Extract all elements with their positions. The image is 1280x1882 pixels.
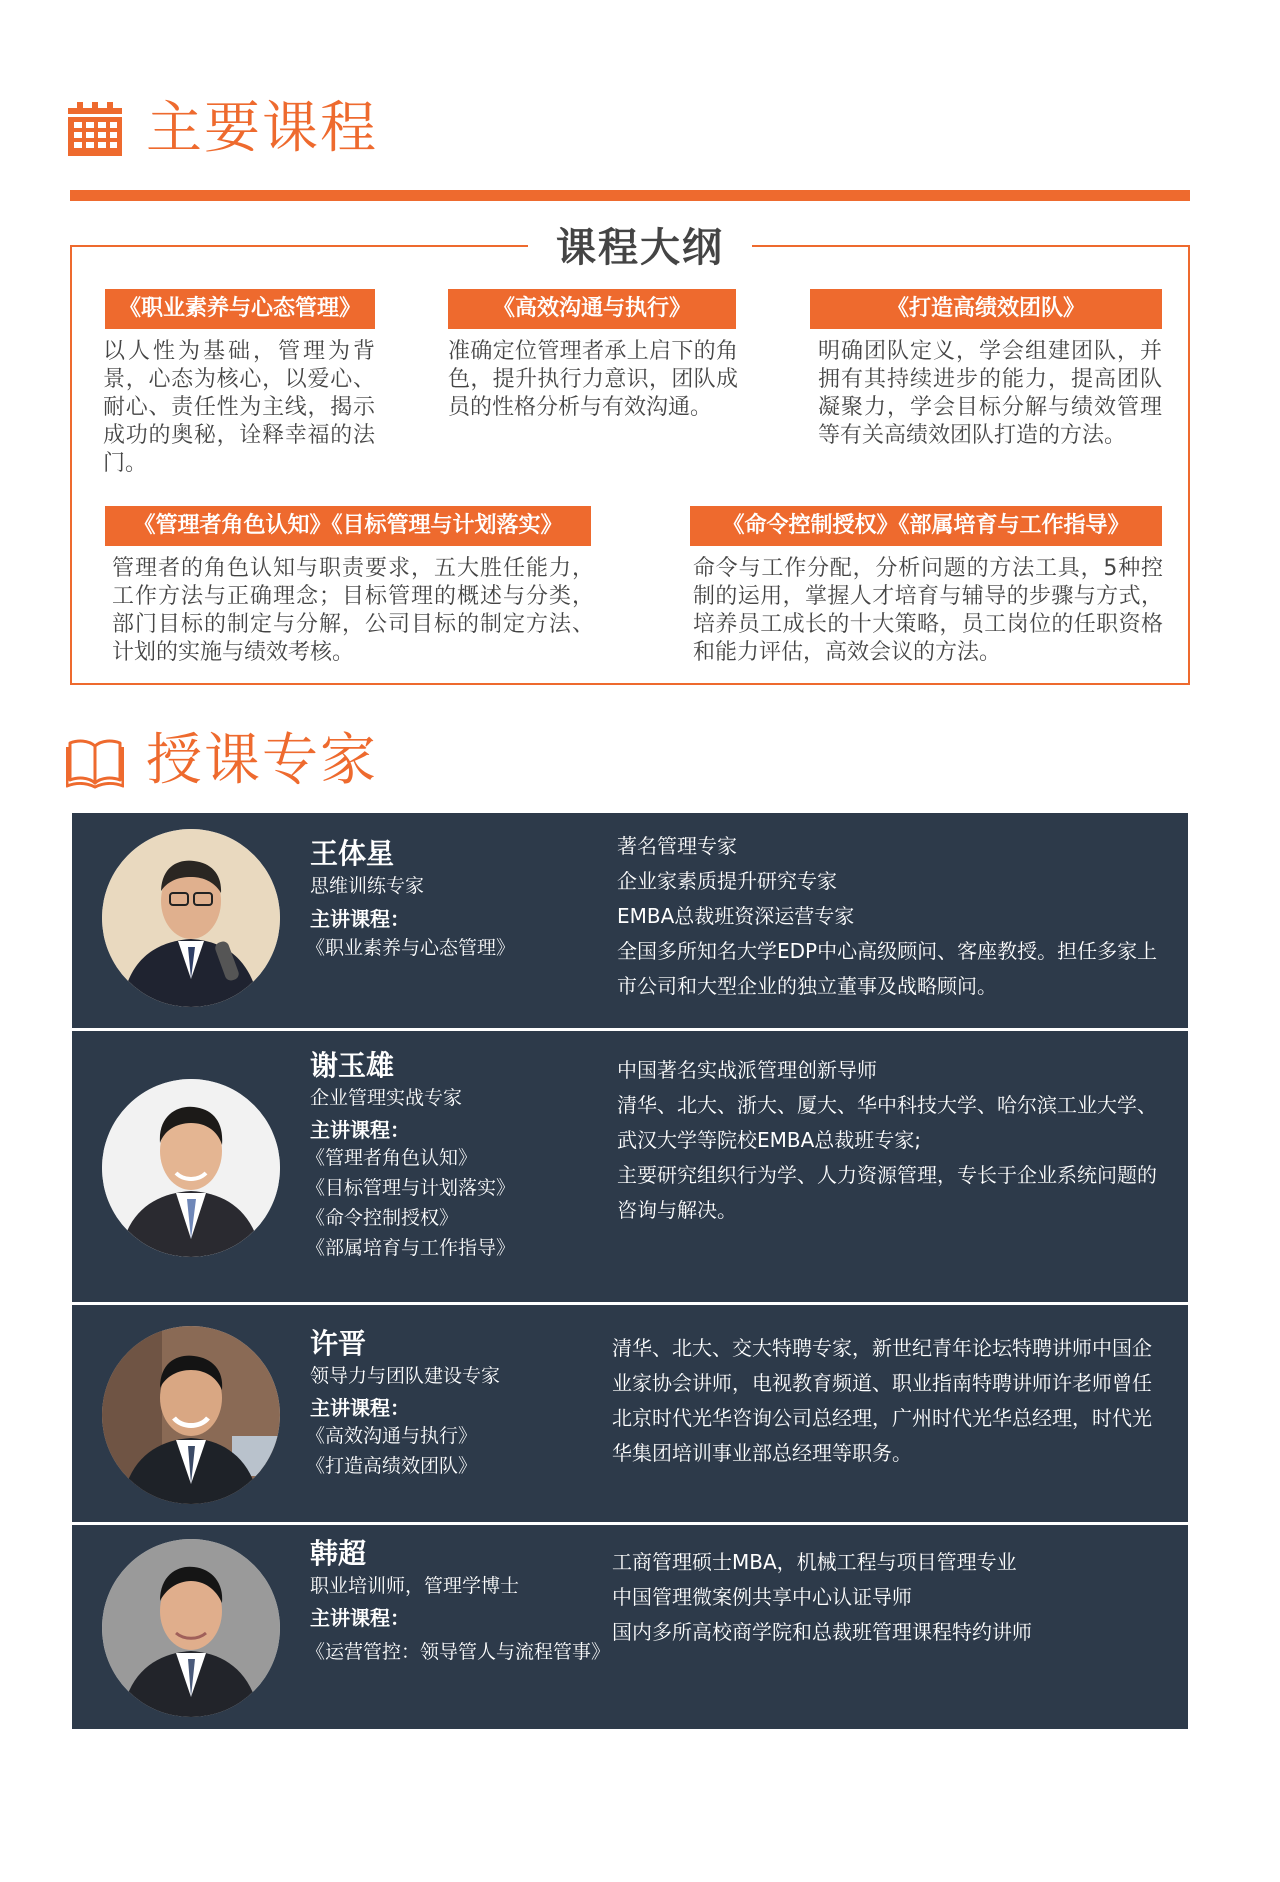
expert-bio xyxy=(617,829,1167,1004)
course-item: 《职业素养与心态管理》 xyxy=(306,937,516,959)
expert-name: 许晋 xyxy=(310,1327,367,1360)
bio-line: 清华、北大、浙大、厦大、华中科技大学、哈尔滨工业大学、 xyxy=(617,1093,1157,1117)
bio-line: EMBA总裁班资深运营专家 xyxy=(617,904,855,928)
course-desc-4: 管理者的角色认知与职责要求，五大胜任能力，工作方法与正确理念；目标管理的概述与分类，部门目标的制定与分解，公司目标的制定方法、计划的实施与绩效考核。 xyxy=(112,556,594,665)
open-book-icon xyxy=(66,732,124,790)
expert-role: 企业管理实战专家 xyxy=(310,1087,463,1109)
course-tag-5: 《命令控制授权》《部属培育与工作指导》 xyxy=(690,506,1162,546)
bio-line: 企业家素质提升研究专家 xyxy=(617,869,837,893)
course-desc-2: 准确定位管理者承上启下的角色，提升执行力意识，团队成员的性格分析与有效沟通。 xyxy=(448,339,738,420)
course-item: 《目标管理与计划落实》 xyxy=(306,1177,516,1199)
portrait-icon xyxy=(102,1326,280,1504)
expert-bio xyxy=(612,1545,1162,1650)
course-item: 《部属培育与工作指导》 xyxy=(306,1237,516,1259)
expert-role: 职业培训师，管理学博士 xyxy=(310,1575,520,1597)
portrait-icon xyxy=(102,1539,280,1717)
bio-line: 清华、北大、交大特聘专家，新世纪青年论坛特聘讲师中国企业家协会讲师，电视教育频道、职业指南特聘讲师许老师曾任北京时代光华咨询公司总经理，广州时代光华总经理，时代光华集团培训事业部总经理等职务。 xyxy=(612,1336,1152,1465)
expert-list xyxy=(72,813,1188,1729)
course-tag-3: 《打造高绩效团队》 xyxy=(810,289,1162,329)
expert-bio xyxy=(612,1331,1157,1471)
expert-courses xyxy=(306,1637,610,1667)
calendar-icon xyxy=(66,100,124,158)
courses-section-header xyxy=(66,96,378,161)
expert-card-4 xyxy=(72,1525,1188,1729)
expert-card-3 xyxy=(72,1305,1188,1525)
course-item: 《命令控制授权》 xyxy=(306,1207,459,1229)
course-item: 《管理者角色认知》 xyxy=(306,1147,478,1169)
bio-line: 著名管理专家 xyxy=(617,834,737,858)
course-tag-2: 《高效沟通与执行》 xyxy=(448,289,736,329)
avatar xyxy=(102,1079,280,1257)
course-item: 《高效沟通与执行》 xyxy=(306,1425,478,1447)
outline-title: 课程大纲 xyxy=(528,224,752,272)
expert-courses xyxy=(306,933,515,963)
bio-line: 中国著名实战派管理创新导师 xyxy=(617,1058,877,1082)
expert-role: 思维训练专家 xyxy=(310,875,425,897)
expert-card-2 xyxy=(72,1031,1188,1305)
expert-name: 王体星 xyxy=(310,837,395,870)
course-tag-4: 《管理者角色认知》《目标管理与计划落实》 xyxy=(105,506,591,546)
bio-line: 武汉大学等院校EMBA总裁班专家; xyxy=(617,1128,922,1152)
outline-title-wrap xyxy=(0,224,1280,272)
course-label: 主讲课程： xyxy=(310,1118,410,1142)
bio-line: 全国多所知名大学EDP中心高级顾问、客座教授。担任多家上市公司和大型企业的独立董事及战略顾问。 xyxy=(617,939,1158,998)
expert-name: 谢玉雄 xyxy=(310,1049,395,1082)
experts-section-title: 授课专家 xyxy=(146,728,378,793)
expert-name: 韩超 xyxy=(310,1537,367,1570)
bio-line: 国内多所高校商学院和总裁班管理课程特约讲师 xyxy=(612,1620,1032,1644)
portrait-icon xyxy=(102,829,280,1007)
section-divider xyxy=(70,190,1190,201)
expert-courses xyxy=(306,1143,515,1263)
course-label: 主讲课程： xyxy=(310,1606,410,1630)
avatar xyxy=(102,829,280,1007)
expert-bio xyxy=(617,1053,1167,1228)
expert-role: 领导力与团队建设专家 xyxy=(310,1365,501,1387)
expert-courses xyxy=(306,1421,477,1481)
bio-line: 中国管理微案例共享中心认证导师 xyxy=(612,1585,912,1609)
course-desc-3: 明确团队定义，学会组建团队，并拥有其持续进步的能力，提高团队凝聚力，学会目标分解与绩效管理等有关高绩效团队打造的方法。 xyxy=(818,339,1162,448)
experts-section-header xyxy=(66,728,378,793)
course-desc-5: 命令与工作分配，分析问题的方法工具，5种控制的运用，掌握人才培育与辅导的步骤与方式，培养员工成长的十大策略，员工岗位的任职资格和能力评估，高效会议的方法。 xyxy=(693,556,1163,665)
course-label: 主讲课程： xyxy=(310,1396,410,1420)
bio-line: 主要研究组织行为学、人力资源管理，专长于企业系统问题的咨询与解决。 xyxy=(617,1163,1157,1222)
avatar xyxy=(102,1539,280,1717)
expert-card-1 xyxy=(72,813,1188,1031)
course-item: 《运营管控：领导管人与流程管事》 xyxy=(306,1641,611,1663)
course-item: 《打造高绩效团队》 xyxy=(306,1455,478,1477)
portrait-icon xyxy=(102,1079,280,1257)
course-tag-1: 《职业素养与心态管理》 xyxy=(105,289,375,329)
courses-section-title: 主要课程 xyxy=(146,96,378,161)
avatar xyxy=(102,1326,280,1504)
bio-line: 工商管理硕士MBA，机械工程与项目管理专业 xyxy=(612,1550,1017,1574)
course-label: 主讲课程： xyxy=(310,907,410,931)
course-desc-1: 以人性为基础，管理为背景，心态为核心，以爱心、耐心、责任性为主线，揭示成功的奥秘，诠释幸福的法门。 xyxy=(103,339,375,476)
